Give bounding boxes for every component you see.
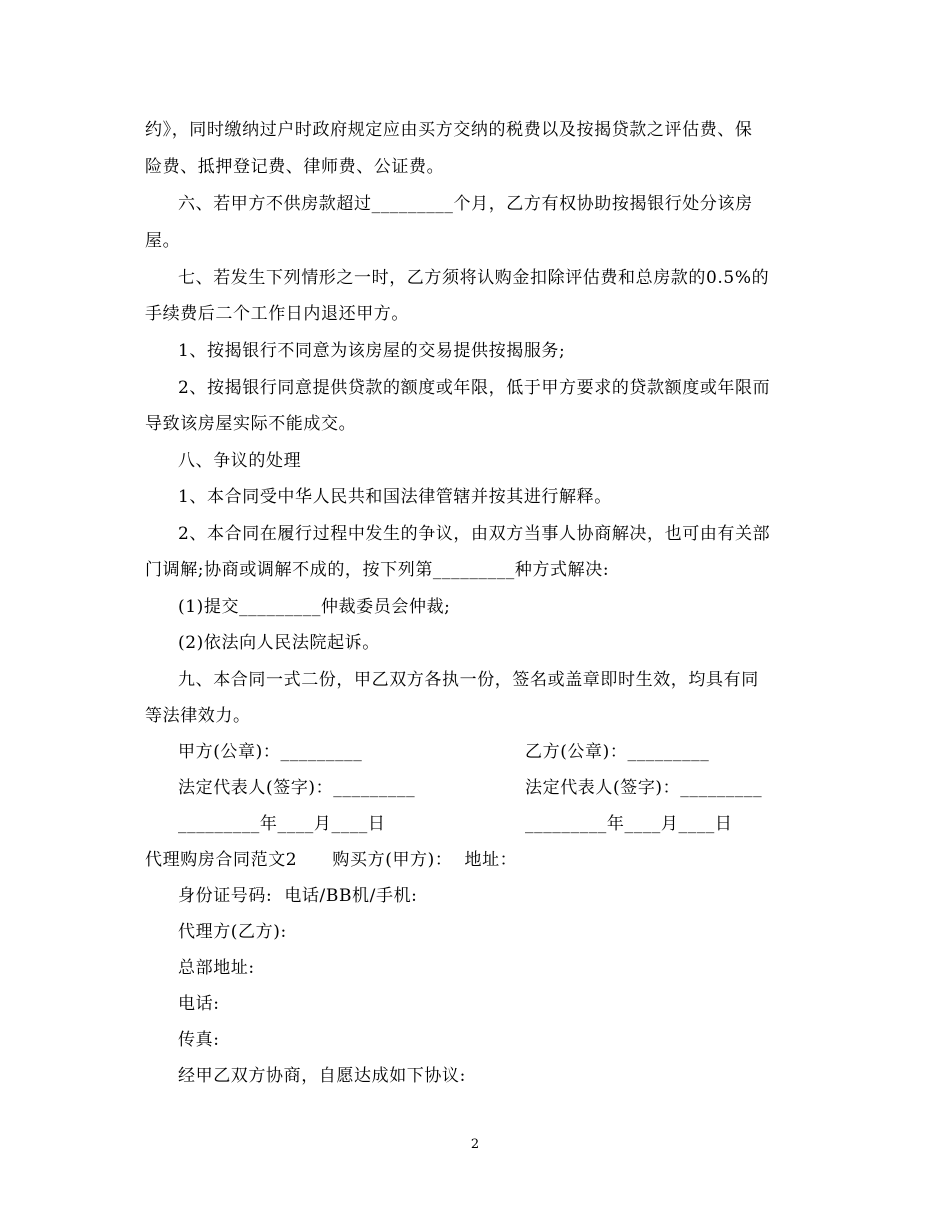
party-a-seal: 甲方(公章)：_________	[178, 742, 363, 762]
text-line: 门调解;协商或调解不成的，按下列第_________种方式解决:	[145, 560, 610, 580]
section-heading: 八、争议的处理	[178, 451, 302, 471]
party-b-representative: 法定代表人(签字)：_________	[525, 778, 763, 798]
text-line: 2、按揭银行同意提供贷款的额度或年限，低于甲方要求的贷款额度或年限而	[178, 378, 771, 398]
text-line: 1、本合同受中华人民共和国法律管辖并按其进行解释。	[178, 487, 612, 507]
agent-line: 代理方(乙方):	[178, 922, 287, 942]
text-line: 2、本合同在履行过程中发生的争议，由双方当事人协商解决，也可由有关部	[178, 524, 771, 544]
text-line: 九、本合同一式二份，甲乙双方各执一份，签名或盖章即时生效，均具有同	[178, 670, 759, 690]
phone-line: 电话:	[178, 994, 220, 1014]
text-line: 手续费后二个工作日内退还甲方。	[145, 304, 409, 324]
text-line: 1、按揭银行不同意为该房屋的交易提供按揭服务;	[178, 341, 566, 361]
party-a-representative: 法定代表人(签字)：_________	[178, 778, 416, 798]
text-line: 屋。	[145, 231, 181, 251]
text-line: 六、若甲方不供房款超过_________个月，乙方有权协助按揭银行处分该房	[178, 194, 753, 214]
hq-address-line: 总部地址:	[178, 958, 255, 978]
text-line: 约》，同时缴纳过户时政府规定应由买方交纳的税费以及按揭贷款之评估费、保	[145, 120, 753, 140]
party-a-date: _________年____月____日	[178, 814, 386, 834]
fax-line: 传真:	[178, 1030, 220, 1050]
agreement-line: 经甲乙双方协商，自愿达成如下协议:	[178, 1066, 466, 1086]
party-b-seal: 乙方(公章)：_________	[525, 742, 710, 762]
party-b-date: _________年____月____日	[525, 814, 733, 834]
second-contract-heading: 代理购房合同范文2 购买方(甲方)： 地址：	[145, 850, 518, 870]
text-line: 七、若发生下列情形之一时，乙方须将认购金扣除评估费和总房款的0.5%的	[178, 268, 770, 288]
text-line: (1)提交_________仲裁委员会仲裁;	[178, 597, 451, 617]
text-line: 险费、抵押登记费、律师费、公证费。	[145, 157, 445, 177]
page-number: 2	[470, 1137, 480, 1152]
text-line: (2)依法向人民法院起诉。	[178, 633, 380, 653]
id-phone-line: 身份证号码: 电话/BB机/手机:	[178, 886, 418, 906]
text-line: 等法律效力。	[145, 706, 251, 726]
text-line: 导致该房屋实际不能成交。	[145, 414, 357, 434]
